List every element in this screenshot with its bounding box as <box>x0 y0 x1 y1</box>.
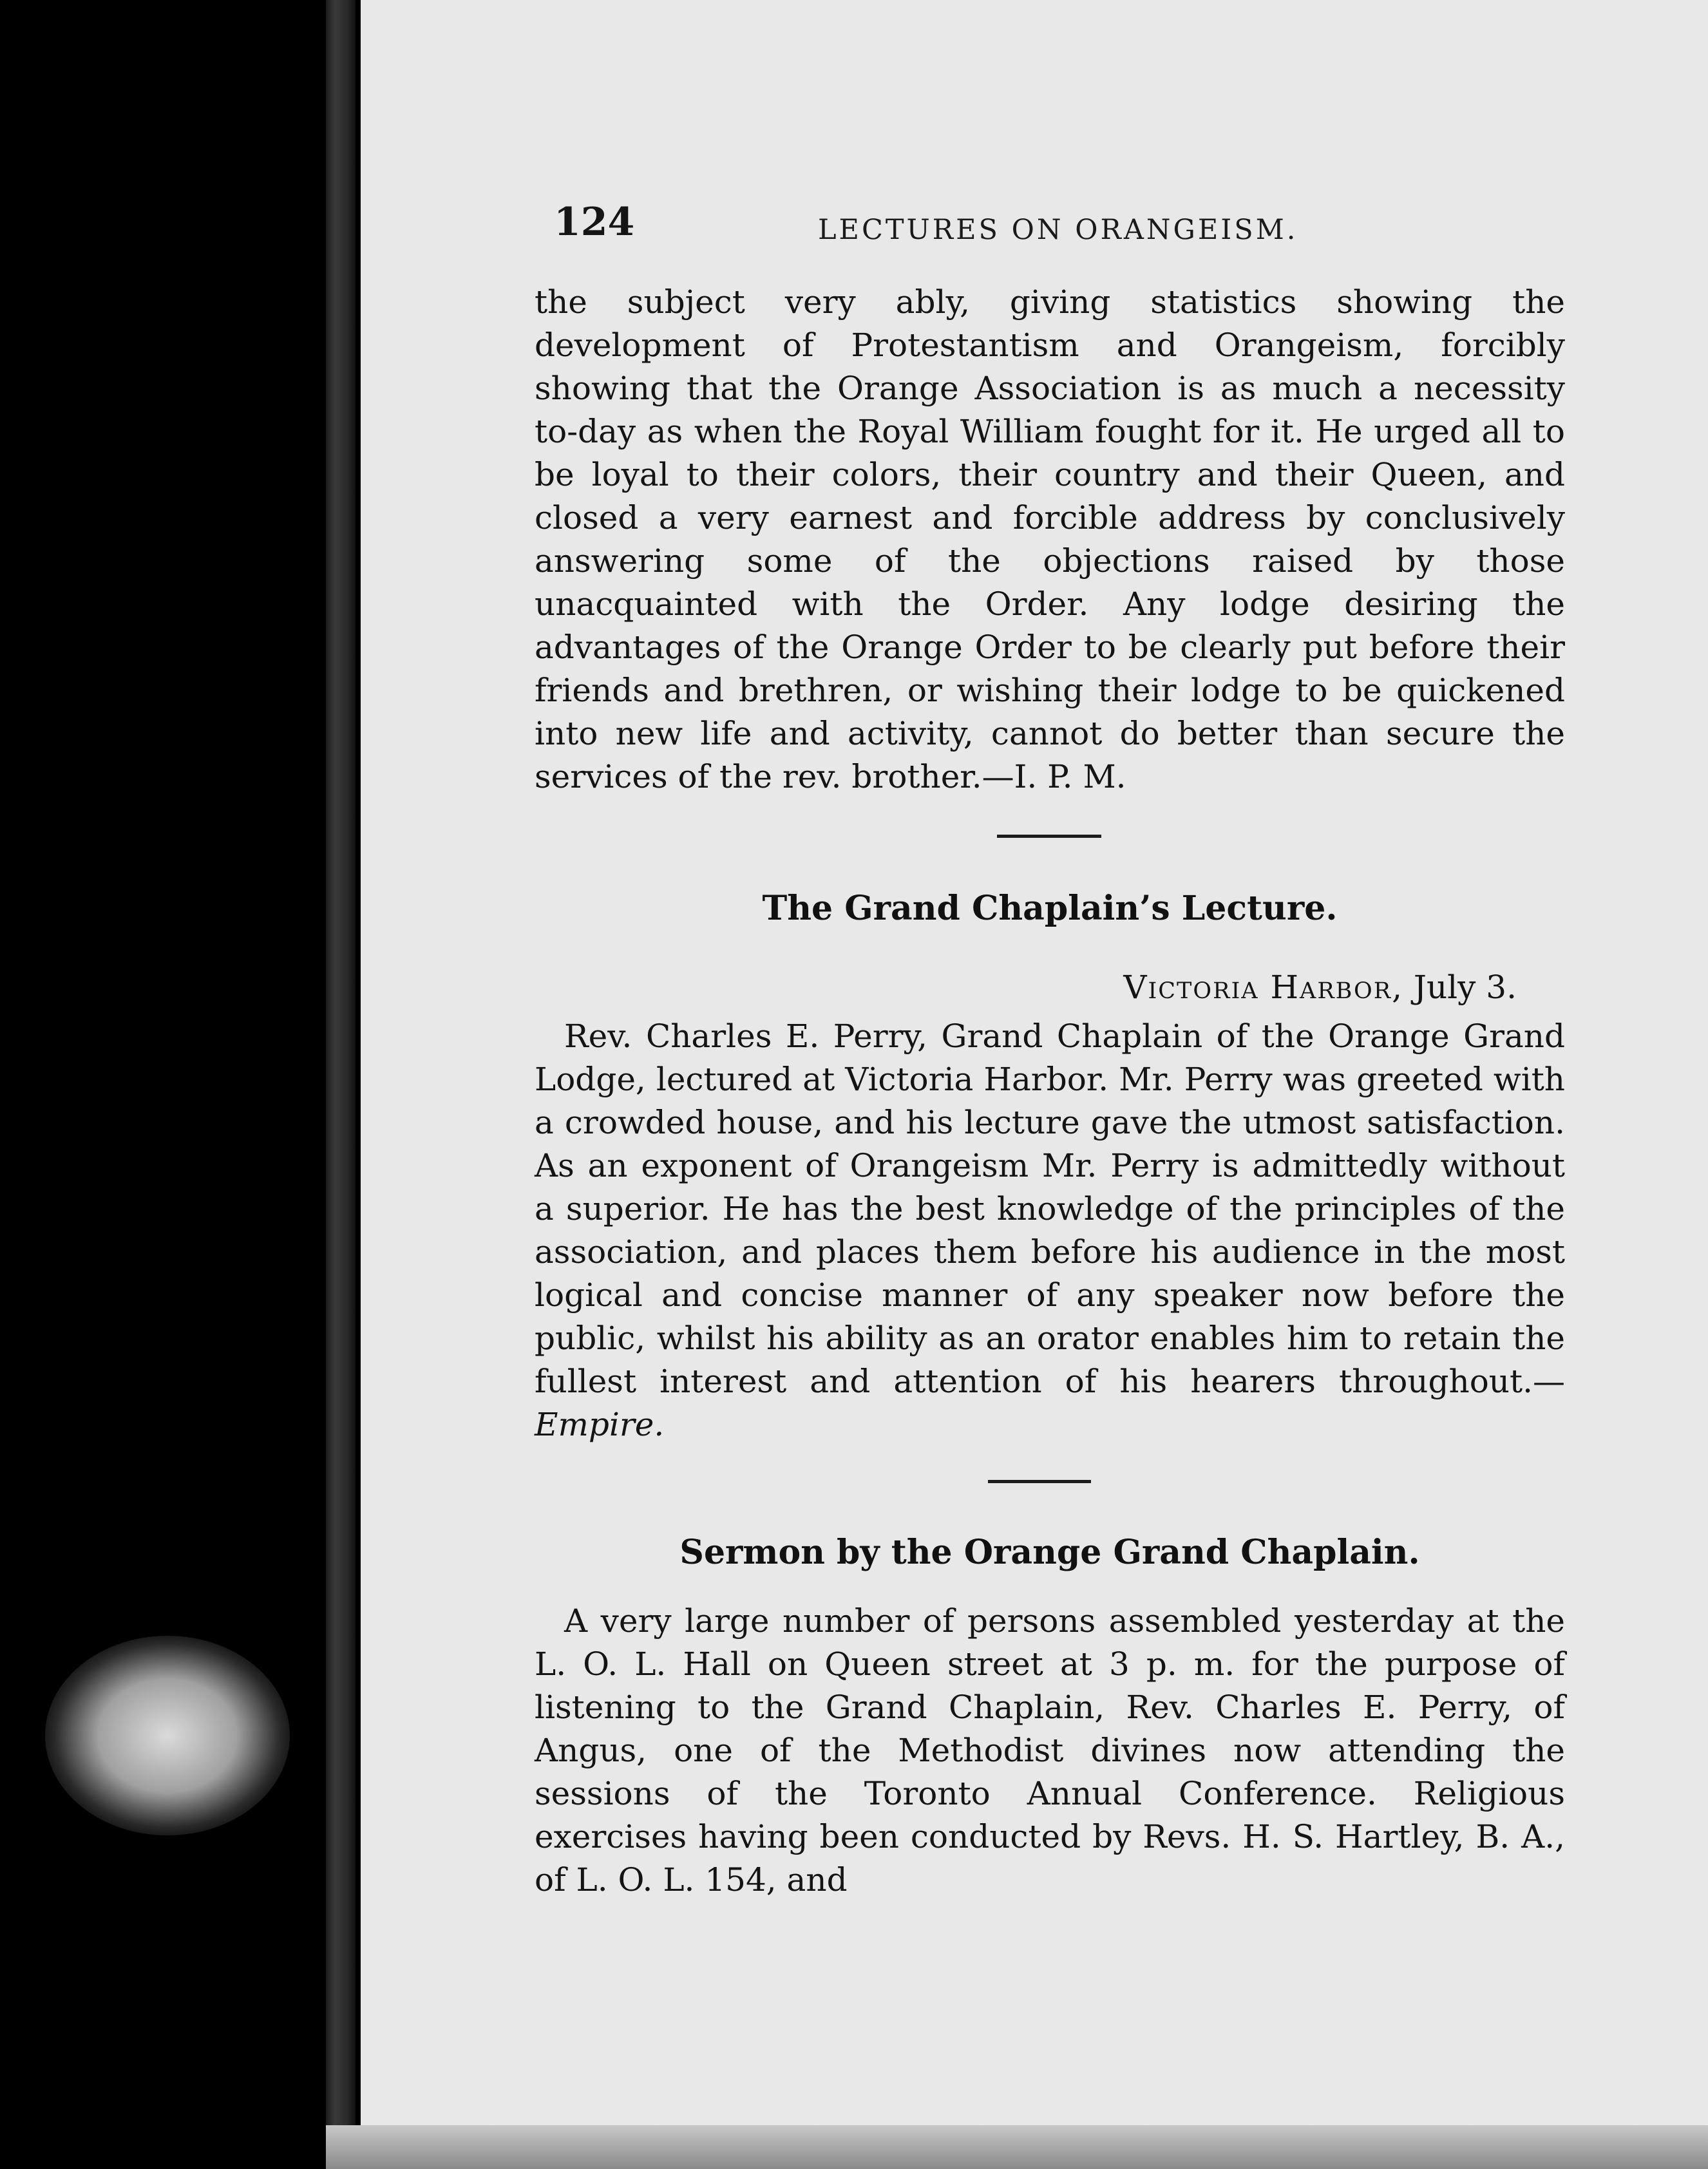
section-2-title: The Grand Chaplain’s Lecture. <box>762 889 1338 928</box>
section-1-text <box>535 281 1565 799</box>
running-head: LECTURES ON ORANGEISM. <box>818 214 1298 246</box>
book-gutter <box>326 0 356 2169</box>
page-bottom-edge <box>326 2125 1708 2169</box>
section-2-text <box>535 1015 1565 1446</box>
lecture-paragraph-body: Rev. Charles E. Perry, Grand Chaplain of the Orange Grand Lodge, lectured at Victoria Harbor. Mr. Perry was greeted with a crowded house, and his lecture gave the utmost satisfaction. As an exponent of Orangeism Mr. Perry is admittedly without a superior. He has the best knowledge of the principles of the association, and places them before his audience in the most logical and concise manner of any speaker now before the public, whilst his ability as an orator enables him to retain the fullest interest and attention of his hearers throughout.— <box>535 1018 1565 1400</box>
page-header <box>554 191 1301 249</box>
paragraph-continued: the subject very ably, giving statistics showing the development of Protestantism and Orangeism, forcibly showing that the Orange Association is as much a necessity to-day as when the Royal William fought for it. He urged all to be loyal to their colors, their country and their Queen, and closed a very earnest and forcible address by conclusively answering some of the objections raised by those unacquainted with the Order. Any lodge desiring the advantages of the Orange Order to be clearly put before their friends and brethren, or wishing their lodge to be quickened into new life and activity, cannot do better than secure the services of the rev. brother.—I. P. M. <box>535 283 1565 795</box>
dateline <box>535 969 1517 1006</box>
dateline-date: July 3. <box>1413 969 1517 1006</box>
dateline-place: Victoria Harbor, <box>1123 969 1403 1006</box>
section-3-text <box>535 1600 1565 1902</box>
lecture-paragraph <box>535 1015 1565 1446</box>
paper-smudge <box>45 1636 290 1835</box>
sermon-paragraph: A very large number of persons assembled yesterday at the L. O. L. Hall on Queen street at 3 p. m. for the purpose of listening to the Grand Chaplain, Rev. Charles E. Perry, of Angus, one of the Methodist divines now attending the sessions of the Toronto Annual Conference. Religious exercises having been conducted by Revs. H. S. Hartley, B. A., of L. O. L. 154, and <box>535 1602 1565 1899</box>
section-divider-1 <box>997 835 1101 838</box>
section-3-title: Sermon by the Orange Grand Chaplain. <box>679 1533 1420 1572</box>
page-number: 124 <box>554 200 635 245</box>
section-divider-2 <box>988 1480 1091 1483</box>
newspaper-source: Empire. <box>535 1406 665 1443</box>
